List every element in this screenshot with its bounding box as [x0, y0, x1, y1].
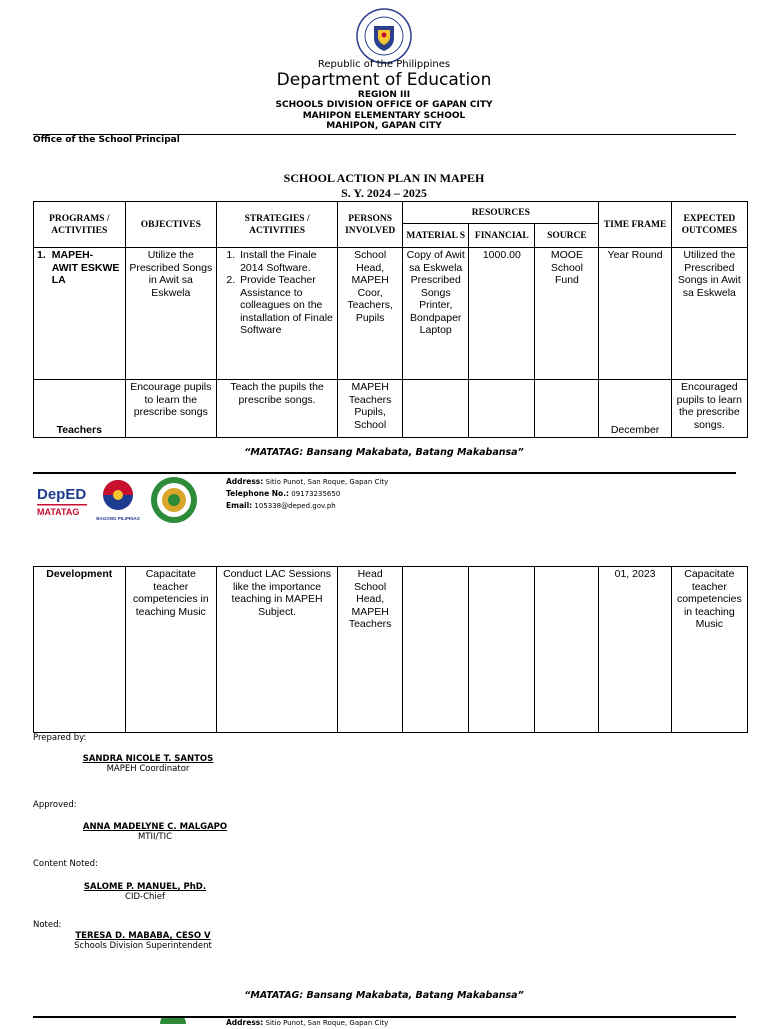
school-seal-icon	[160, 1018, 186, 1024]
header-time-frame: TIME FRAME	[599, 202, 671, 248]
strategy-item: 1. Install the Finale 2014 Software.	[238, 249, 334, 274]
strategy-item: 2. Provide Teacher Assistance to colleagues on the installation of Finale Software	[238, 274, 334, 337]
prepared-title: MAPEH Coordinator	[106, 764, 190, 774]
noted-signatory	[48, 931, 238, 951]
program-cell: Teachers	[34, 380, 126, 438]
deped-logo-text: DepED	[37, 486, 87, 503]
time-frame-cell: Year Round	[599, 248, 671, 380]
matatag-logo-text: MATATAG	[37, 507, 80, 517]
location-label: MAHIPON, GAPAN CITY	[326, 121, 442, 131]
office-label: Office of the School Principal	[33, 135, 180, 145]
materials-cell: Copy of Awit sa Eskwela Prescribed Songs Printer, Bondpaper Laptop	[403, 248, 469, 380]
outcome-cell: Capacitate teacher competencies in teaching Music	[671, 567, 747, 733]
address-label: Address:	[226, 477, 264, 486]
phone-value: 09173235650	[291, 490, 341, 498]
matatag-quote: “MATATAG: Bansang Makabata, Batang Makabansa”	[244, 990, 524, 1001]
school-seal-icon	[149, 476, 199, 524]
deped-seal-icon	[356, 8, 412, 64]
header-persons: PERSONS INVOLVED	[338, 202, 403, 248]
prepared-name: SANDRA NICOLE T. SANTOS	[82, 754, 214, 764]
republic-label: Republic of the Philippines	[317, 59, 451, 70]
footer-divider	[33, 472, 736, 474]
prepared-signatory	[70, 754, 226, 774]
plan-title: SCHOOL ACTION PLAN IN MAPEH	[283, 171, 485, 185]
header-resources: RESOURCES	[403, 202, 599, 224]
deped-matatag-logo-icon	[36, 480, 88, 520]
financial-cell	[469, 567, 535, 733]
persons-cell: MAPEH Teachers Pupils, School	[338, 380, 403, 438]
time-frame-cell: December	[599, 380, 671, 438]
strategy-cell	[217, 248, 338, 380]
source-cell: MOOE School Fund	[535, 248, 599, 380]
approved-name: ANNA MADELYNE C. MALGAPO	[82, 822, 228, 832]
program-cell: Development	[34, 567, 126, 733]
persons-cell: Head School Head, MAPEH Teachers	[338, 567, 403, 733]
bagong-pilipinas-text: BAGONG PILIPINAS	[96, 516, 140, 521]
action-plan-table	[33, 201, 748, 438]
contact-block	[226, 476, 388, 512]
content-noted-name: SALOME P. MANUEL, PhD.	[83, 882, 207, 892]
matatag-quote: “MATATAG: Bansang Makabata, Batang Makabansa”	[244, 447, 524, 458]
school-label: MAHIPON ELEMENTARY SCHOOL	[302, 111, 466, 121]
strategy-cell: Conduct LAC Sessions like the importance teaching in MAPEH Subject.	[217, 567, 338, 733]
header-materials: MATERIAL S	[403, 224, 469, 248]
division-label: SCHOOLS DIVISION OFFICE OF GAPAN CITY	[275, 100, 493, 110]
noted-label: Noted:	[33, 920, 62, 930]
objective-cell: Utilize the Prescribed Songs in Awit sa Eskwela	[125, 248, 217, 380]
persons-cell: School Head, MAPEH Coor, Teachers, Pupils	[338, 248, 403, 380]
objective-cell: Encourage pupils to learn the prescribe songs	[125, 380, 217, 438]
address-value: Sitio Punot, San Roque, Gapan City	[265, 1019, 389, 1027]
school-year: S. Y. 2024 – 2025	[341, 186, 427, 200]
phone-label: Telephone No.:	[226, 489, 290, 498]
content-noted-title: CID-Chief	[125, 892, 165, 902]
materials-cell	[403, 380, 469, 438]
table-row	[34, 567, 748, 733]
time-frame-cell: 01, 2023	[599, 567, 671, 733]
contact-block-partial	[226, 1017, 388, 1029]
financial-cell: 1000.00	[469, 248, 535, 380]
content-noted-signatory	[60, 882, 230, 902]
header-source: SOURCE	[535, 224, 599, 248]
department-title: Department of Education	[276, 70, 492, 90]
program-number: 1.	[37, 249, 46, 261]
table-row	[34, 380, 748, 438]
outcome-cell: Encouraged pupils to learn the prescribe songs.	[671, 380, 747, 438]
noted-title: Schools Division Superintendent	[74, 941, 212, 951]
content-noted-label: Content Noted:	[33, 859, 98, 869]
program-cell	[34, 248, 126, 380]
strategy-cell: Teach the pupils the prescribe songs.	[217, 380, 338, 438]
header-programs: PROGRAMS / ACTIVITIES	[34, 202, 126, 248]
region-label: REGION III	[357, 90, 411, 100]
source-cell	[535, 380, 599, 438]
bagong-pilipinas-logo-icon	[92, 478, 144, 522]
source-cell	[535, 567, 599, 733]
action-plan-table-continued	[33, 566, 748, 733]
email-value: 105338@deped.gov.ph	[254, 502, 336, 510]
address-value: Sitio Punot, San Roque, Gapan City	[265, 478, 389, 486]
objective-cell: Capacitate teacher competencies in teaching Music	[125, 567, 217, 733]
header-objectives: OBJECTIVES	[125, 202, 217, 248]
table-row	[34, 248, 748, 380]
header-outcomes: EXPECTED OUTCOMES	[671, 202, 747, 248]
prepared-label: Prepared by:	[33, 733, 87, 743]
outcome-cell: Utilized the Prescribed Songs in Awit sa Eskwela	[671, 248, 747, 380]
approved-title: MTII/TIC	[137, 832, 173, 842]
approved-label: Approved:	[33, 800, 77, 810]
approved-signatory	[62, 822, 248, 842]
email-label: Email:	[226, 501, 253, 510]
financial-cell	[469, 380, 535, 438]
header-strategies: STRATEGIES / ACTIVITIES	[217, 202, 338, 248]
header-financial: FINANCIAL	[469, 224, 535, 248]
address-label: Address:	[226, 1018, 264, 1027]
noted-name: TERESA D. MABABA, CESO V	[75, 931, 211, 941]
program-name: MAPEH- AWIT ESKWE LA	[51, 249, 120, 286]
materials-cell	[403, 567, 469, 733]
